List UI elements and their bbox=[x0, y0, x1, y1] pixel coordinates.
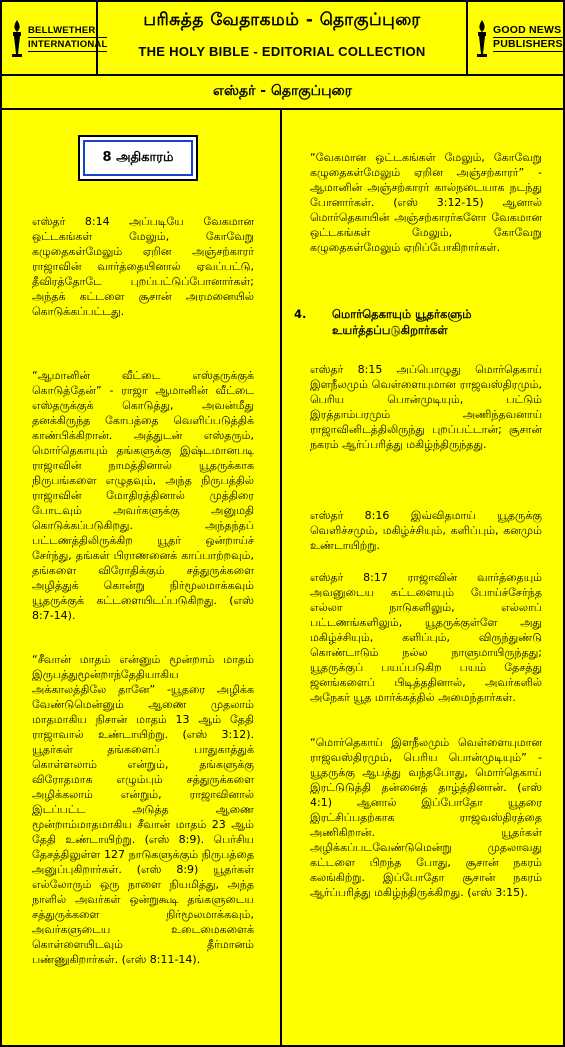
good-news-logo bbox=[474, 18, 563, 58]
section-title-bar bbox=[2, 76, 563, 110]
right-paragraph-4: “மொர்தெகாய் இளநீலமும் வெள்ளையுமான ராஜவஸ்திரமும், பெரிய பொன்முடியும்” - யூதருக்கு ஆபத்து வந்தபோது, மொர்தெகாய் இரட்டுடுத்தி தன்னைத் தாழ்த்தினான். (எஸ் 4:1) ஆனால் இப்போதோ யூதரை இரட்சிப்பதற்காக ராஜவஸ்திரத்தை அணிகிறான். யூதர்கள் அழிக்கப்படவேண்டுமென்று முதலாவது கட்டளை பிறந்த போது, சூசான் நகரம் கலங்கிற்று. இப்போதோ சூசான் நகரம் ஆர்ப்பரித்து மகிழ்ந்திருக்கிறது. (எஸ் 3:15). bbox=[310, 736, 542, 899]
good-news-logo-cell bbox=[468, 2, 563, 76]
section-heading-line2: உயர்த்தப்படுகிறார்கள் bbox=[332, 323, 448, 337]
bellwether-logo-cell bbox=[2, 2, 108, 76]
left-logo-line2: INTERNATIONAL bbox=[28, 39, 108, 50]
left-paragraph-1: எஸ்தர் 8:14 அப்படியே வேகமான ஒட்டகங்கள் மேலும், கோவேறு கழுதைகள்மேலும் ஏறின அஞ்சற்காரர் ராஜாவின் வார்த்தையினால் ஏவப்பட்டு, தீவிரத்தோடே புறப்பட்டுப்போனார்கள்; அந்தக் கட்டளை சூசான் அரமனையில் கொடுக்கப்பட்டது. bbox=[32, 215, 254, 318]
right-paragraph-3: எஸ்தர் 8:17 ராஜாவின் வார்த்தையும் அவனுடைய கட்டளையும் போய்ச்சேர்ந்த எல்லா நாடுகளிலும், எல்லாப் பட்டணங்களிலும், யூதருக்குள்ளே அது மகிழ்ச்சியும், களிப்பும், விருந்துண்டு கொண்டாடும் நல்ல நாளுமாயிருந்தது; யூதருக்குப் பயப்படுகிற பயம் தேசத்து ஜனங்களைப் பிடித்ததினால், அவர்களில் அநேகர் யூத மார்க்கத்தில் அமைந்தார்கள். bbox=[310, 571, 542, 704]
chapter-label-box bbox=[78, 135, 198, 181]
header-title-cell bbox=[98, 2, 468, 76]
section-heading bbox=[294, 306, 552, 338]
page-title-tamil: பரிசுத்த வேதாகமம் - தொகுப்புரை bbox=[143, 10, 421, 30]
right-paragraph-1: எஸ்தர் 8:15 அப்பொழுது மொர்தெகாய் இளநீலமும் வெள்ளையுமான ராஜவஸ்திரமும், பெரிய பொன்முடியும், பட்டும் இரத்தாம்பரமும் அணிந்தவனாய் ராஜாவினிடத்திலிருந்து புறப்பட்டான்; சூசான் நகரம் ஆர்ப்பரித்து மகிழ்ந்திருந்தது. bbox=[310, 363, 542, 451]
right-paragraph-2: எஸ்தர் 8:16 இவ்விதமாய் யூதருக்கு வெளிச்சமும், மகிழ்ச்சியும், களிப்பும், கனமும் உண்டாயிற்று. bbox=[310, 509, 542, 552]
section-heading-line1: மொர்தெகாயும் யூதர்களும் bbox=[332, 307, 472, 321]
right-logo-line2: PUBLISHERS bbox=[493, 38, 563, 50]
left-paragraph-3: “சீவான் மாதம் என்னும் மூன்றாம் மாதம் இருபத்துமூன்றாந்தேதியாகிய அக்காலத்திலே தானே” -யூதரை அழிக்க வேண்டுமென்னும் ஆணை முதலாம் மாதமாகிய நிசான் மாதம் 13 ஆம் தேதி ராஜாவால் உண்டாயிற்று. (எஸ் 3:12). யூதர்கள் தங்களைப் பாதுகாத்துக் கொள்ளலாம் என்றும், தங்களுக்கு விரோதமாக எழும்பும் சத்துருக்களை அழிக்கலாம் என்றும், ராஜாவினால் இடப்பட்ட அடுத்த ஆணை மூன்றாம்மாதமாகிய சீவான் மாதம் 23 ஆம் தேதி உண்டாயிற்று. (எஸ் 8:9). பெர்சிய தேசத்திலுள்ள 127 நாடுகளுக்கும் நிருபத்தை அனுப்புகிறார்கள். (எஸ் 8:9) யூதர்கள் எல்லோரும் ஒரு நாளை நியமித்து, அந்த நாளில் அவர்கள் ஒன்றுகூடி தங்களுடைய சத்துருக்களை நிர்மூலமாக்கவும், அவர்களுடைய உடைமைகளைக் கொள்ளையிடவும் தீர்மானம் பண்ணுகிறார்கள். (எஸ் 8:11-14). bbox=[32, 653, 254, 966]
section-title: எஸ்தர் - தொகுப்புரை bbox=[213, 83, 352, 99]
right-logo-line1: GOOD NEWS bbox=[493, 24, 562, 36]
left-paragraph-2: “ஆமானின் வீட்டை எஸ்தருக்குக் கொடுத்தேன்” - ராஜா ஆமானின் வீட்டை எஸ்தருக்குக் கொடுத்து, அவன்மீது தனக்கிருந்த கோபத்தை வெளிப்படுத்திக் காண்பிக்கிறான். அத்துடன் எஸ்தரும், மொர்தெகாயும் தங்களுக்கு இஷ்டமானபடி ராஜாவின் நாமத்தினால் யூதருக்காக நிருபங்களை எழுதவும், அந்த நிருபத்தில் ராஜாவின் மோதிரத்தினால் முத்திரை போடவும் அவர்களுக்கு அனுமதி கொடுக்கப்படுகிறது. அந்தந்தப் பட்டணத்திலிருக்கிற யூதர் ஒன்றாய்ச் சேர்ந்து, தங்கள் பிராணனைக் காப்பாற்றவும், தங்களை விரோதிக்கும் சத்துருக்களை அழித்துக் கொன்று நிர்மூலமாக்கவும் யூதருக்குக் கட்டளையிடப்படுகிறது. (எஸ் 8:7-14). bbox=[32, 369, 254, 622]
right-column bbox=[282, 110, 563, 1045]
bellwether-logo bbox=[9, 18, 107, 58]
section-heading-number: 4. bbox=[294, 307, 307, 321]
left-column bbox=[2, 110, 282, 1045]
left-logo-line1: BELLWETHER bbox=[28, 24, 107, 38]
torch-icon bbox=[474, 18, 490, 58]
right-paragraph-top: “வேகமான ஒட்டகங்கள் மேலும், கோவேறு கழுதைகள்மேலும் ஏறின அஞ்சற்காரர்” - ஆமானின் அஞ்சற்காரர் கால்நடையாக நடந்து போனார்கள். (எஸ் 3:12-15) ஆனால் மொர்தெகாயின் அஞ்சற்காரர்களோ வேகமான ஒட்டகங்கள் மேலும், கோவேறு கழுதைகள்மேலும் ஏறிப்போகிறார்கள். bbox=[310, 151, 542, 254]
torch-icon bbox=[9, 18, 25, 58]
page-title-english: THE HOLY BIBLE - EDITORIAL COLLECTION bbox=[138, 44, 426, 59]
chapter-label: 8 அதிகாரம் bbox=[102, 150, 174, 165]
